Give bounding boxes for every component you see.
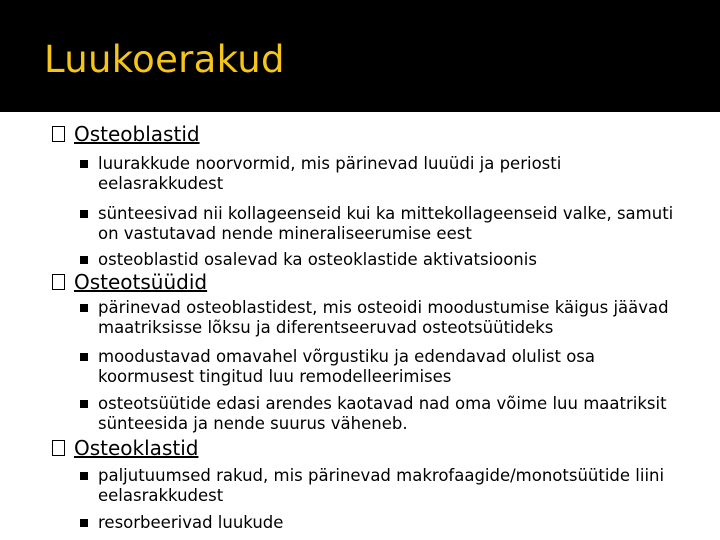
square-bullet-icon — [80, 353, 88, 361]
list-item — [80, 250, 690, 270]
square-bullet-icon — [80, 304, 88, 312]
list-item-text: sünteesivad nii kollageenseid kui ka mittekollageenseid valke, samuti on vastutavad nende mineraliseerumise eest — [98, 204, 674, 243]
list-item — [80, 347, 690, 387]
square-bullet-icon — [80, 160, 88, 168]
list-item-text: osteotsüütide edasi arendes kaotavad nad oma võime luu maatriksit sünteesida ja nende suurus väheneb. — [98, 394, 667, 433]
list-item-text: paljutuumsed rakud, mis pärinevad makrofaagide/monotsüütide liini eelasrakkudest — [98, 466, 665, 505]
list-item-text: luurakkude noorvormid, mis pärinevad luuüdi ja periosti eelasrakkudest — [98, 154, 562, 193]
section-heading-label: Osteotsüüdid — [74, 270, 208, 294]
section-heading-label: Osteoklastid — [74, 436, 199, 460]
list-item — [80, 298, 690, 338]
slide-title: Luukoerakud — [44, 38, 285, 81]
list-item — [80, 204, 690, 244]
list-item-text: moodustavad omavahel võrgustiku ja edendavad olulist osa koormusest tingitud luu remodelleerimises — [98, 347, 596, 386]
square-bullet-icon — [80, 472, 88, 480]
list-item — [80, 154, 690, 194]
section-heading-osteotsyydid — [52, 270, 207, 294]
list-item-text: osteoblastid osalevad ka osteoklastide aktivatsioonis — [98, 250, 537, 269]
checkbox-bullet-icon — [52, 440, 65, 456]
list-item — [80, 513, 690, 533]
square-bullet-icon — [80, 519, 88, 527]
section-heading-osteoblastid — [52, 122, 200, 146]
checkbox-bullet-icon — [52, 126, 65, 142]
list-item — [80, 466, 690, 506]
list-item-text: pärinevad osteoblastidest, mis osteoidi moodustumise käigus jäävad maatriksisse lõksu ja diferentseeruvad osteotsüütideks — [98, 298, 669, 337]
square-bullet-icon — [80, 210, 88, 218]
square-bullet-icon — [80, 256, 88, 264]
section-heading-label: Osteoblastid — [74, 122, 200, 146]
checkbox-bullet-icon — [52, 274, 65, 290]
square-bullet-icon — [80, 400, 88, 408]
section-heading-osteoklastid — [52, 436, 198, 460]
list-item — [80, 394, 690, 434]
list-item-text: resorbeerivad luukude — [98, 513, 284, 532]
